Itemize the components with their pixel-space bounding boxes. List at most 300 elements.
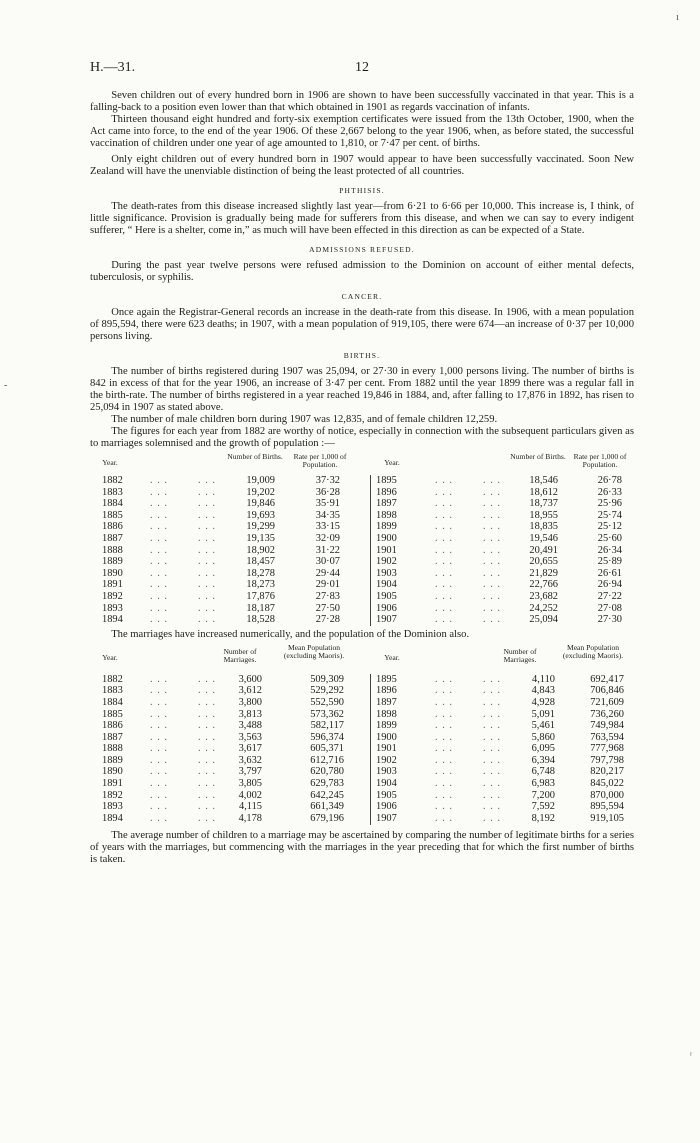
row-rate: 27·50 xyxy=(315,602,340,614)
leader-dots: . . . xyxy=(435,521,453,533)
leader-dots: . . . xyxy=(150,754,168,766)
leader-dots: . . . xyxy=(435,766,453,778)
row-rate: 26·78 xyxy=(597,475,622,486)
table-row xyxy=(90,674,634,686)
row-population: 573,362 xyxy=(310,708,344,720)
row-number: 18,546 xyxy=(529,475,558,486)
row-rate: 27·30 xyxy=(597,614,622,626)
row-number: 3,563 xyxy=(238,731,262,743)
leader-dots: . . . xyxy=(198,731,216,743)
row-year: 1899 xyxy=(376,720,397,732)
row-year: 1901 xyxy=(376,544,397,556)
row-year: 1882 xyxy=(102,673,123,685)
row-population: 509,309 xyxy=(310,673,344,685)
row-number: 19,546 xyxy=(529,532,558,544)
row-number: 17,876 xyxy=(246,590,275,602)
row-year: 1903 xyxy=(376,567,397,579)
leader-dots: . . . xyxy=(150,567,168,579)
row-rate: 27·08 xyxy=(597,602,622,614)
row-population: 582,117 xyxy=(310,720,344,732)
leader-dots: . . . xyxy=(198,486,216,498)
births-table xyxy=(90,453,634,626)
leader-dots: . . . xyxy=(483,812,501,824)
row-rate: 35·91 xyxy=(315,498,340,510)
leader-dots: . . . xyxy=(483,685,501,697)
row-population: 870,000 xyxy=(590,789,624,801)
births-header-number-right: Number of Births. xyxy=(510,452,566,461)
row-year: 1883 xyxy=(102,685,123,697)
row-population: 596,374 xyxy=(310,731,344,743)
row-number: 19,202 xyxy=(246,486,275,498)
row-number: 4,110 xyxy=(532,673,555,685)
leader-dots: . . . xyxy=(150,708,168,720)
table-row xyxy=(90,498,634,510)
row-year: 1896 xyxy=(376,685,397,697)
row-year: 1891 xyxy=(102,579,123,591)
table-row xyxy=(90,720,634,732)
leader-dots: . . . xyxy=(198,673,216,685)
leader-dots: . . . xyxy=(150,673,168,685)
leader-dots: . . . xyxy=(198,789,216,801)
leader-dots: . . . xyxy=(435,498,453,510)
row-rate: 29·01 xyxy=(315,579,340,591)
row-number: 3,612 xyxy=(238,685,262,697)
leader-dots: . . . xyxy=(483,720,501,732)
table-row xyxy=(90,487,634,499)
row-year: 1907 xyxy=(376,614,397,626)
paper-reference: H.—31. xyxy=(90,60,136,75)
leader-dots: . . . xyxy=(483,789,501,801)
leader-dots: . . . xyxy=(435,789,453,801)
row-population: 552,590 xyxy=(310,696,344,708)
table-row xyxy=(90,766,634,778)
row-year: 1882 xyxy=(102,475,123,486)
row-rate: 25·60 xyxy=(597,532,622,544)
table-row xyxy=(90,510,634,522)
row-rate: 25·12 xyxy=(597,521,622,533)
row-number: 7,200 xyxy=(531,789,555,801)
table-row xyxy=(90,579,634,591)
leader-dots: . . . xyxy=(198,509,216,521)
leader-dots: . . . xyxy=(483,544,501,556)
row-rate: 27·22 xyxy=(597,590,622,602)
row-population: 661,349 xyxy=(310,801,344,813)
row-year: 1894 xyxy=(102,614,123,626)
heading-cancer: CANCER. xyxy=(341,292,383,301)
births-table-body xyxy=(90,475,634,626)
row-population: 919,105 xyxy=(590,812,624,824)
row-year: 1887 xyxy=(102,731,123,743)
row-number: 20,655 xyxy=(529,556,558,568)
row-year: 1906 xyxy=(376,801,397,813)
row-number: 23,682 xyxy=(529,590,558,602)
leader-dots: . . . xyxy=(150,579,168,591)
row-number: 4,115 xyxy=(239,801,262,813)
leader-dots: . . . xyxy=(435,778,453,790)
paragraph-vaccination-1906: Seven children out of every hundred born in 1906 are shown to have been successfully vaccinated in that year. This is a falling-back to a position even lower than that which obtained in 1901 as regards vaccination of infants. xyxy=(90,90,634,113)
row-population: 612,716 xyxy=(310,754,344,766)
row-year: 1884 xyxy=(102,696,123,708)
row-year: 1902 xyxy=(376,754,397,766)
row-number: 6,095 xyxy=(531,743,555,755)
leader-dots: . . . xyxy=(150,789,168,801)
leader-dots: . . . xyxy=(483,708,501,720)
paragraph-marriages-intro: The marriages have increased numerically, and the population of the Dominion also. xyxy=(111,628,470,640)
leader-dots: . . . xyxy=(435,602,453,614)
page-header xyxy=(90,60,630,78)
row-number: 4,843 xyxy=(531,685,555,697)
row-year: 1884 xyxy=(102,498,123,510)
row-year: 1897 xyxy=(376,696,397,708)
births-header-number-left: Number of Births. xyxy=(227,452,283,461)
leader-dots: . . . xyxy=(150,509,168,521)
leader-dots: . . . xyxy=(435,812,453,824)
row-population: 605,371 xyxy=(310,743,344,755)
table-row xyxy=(90,732,634,744)
row-year: 1888 xyxy=(102,544,123,556)
leader-dots: . . . xyxy=(198,720,216,732)
marriages-header-year-left: Year. xyxy=(102,652,118,662)
row-number: 21,829 xyxy=(529,567,558,579)
leader-dots: . . . xyxy=(198,556,216,568)
leader-dots: . . . xyxy=(435,685,453,697)
row-number: 18,187 xyxy=(246,602,275,614)
row-year: 1888 xyxy=(102,743,123,755)
row-number: 18,457 xyxy=(246,556,275,568)
leader-dots: . . . xyxy=(198,544,216,556)
leader-dots: . . . xyxy=(198,801,216,813)
row-number: 18,528 xyxy=(246,614,275,626)
leader-dots: . . . xyxy=(150,778,168,790)
row-number: 7,592 xyxy=(531,801,555,813)
table-row xyxy=(90,545,634,557)
row-year: 1904 xyxy=(376,579,397,591)
row-number: 8,192 xyxy=(531,812,555,824)
leader-dots: . . . xyxy=(483,532,501,544)
row-year: 1890 xyxy=(102,766,123,778)
paragraph-exemption-certificates: Thirteen thousand eight hundred and forty-six exemption certificates were issued from the 13th October, 1900, when the Act came into force, to the end of the year 1906. Of these 2,667 belong to the year 1906, when, as before stated, the successful vaccination of children under one year of age amounted to 1,810, or 7·47 per cent. of births. xyxy=(90,114,634,149)
leader-dots: . . . xyxy=(435,544,453,556)
row-year: 1890 xyxy=(102,567,123,579)
row-year: 1904 xyxy=(376,778,397,790)
heading-phthisis: PHTHISIS. xyxy=(339,186,385,195)
leader-dots: . . . xyxy=(435,696,453,708)
row-population: 749,984 xyxy=(590,720,624,732)
leader-dots: . . . xyxy=(435,708,453,720)
paragraph-cancer: Once again the Registrar-General records an increase in the death-rate from this disease. In 1906, with a mean population of 895,594, there were 623 deaths; in 1907, with a mean population of 919,105, there were 674—an increase of 0·37 per 10,000 persons living. xyxy=(90,307,634,342)
leader-dots: . . . xyxy=(198,754,216,766)
row-year: 1899 xyxy=(376,521,397,533)
row-year: 1886 xyxy=(102,720,123,732)
row-rate: 32·09 xyxy=(315,532,340,544)
leader-dots: . . . xyxy=(198,708,216,720)
row-number: 3,797 xyxy=(238,766,262,778)
leader-dots: . . . xyxy=(150,498,168,510)
leader-dots: . . . xyxy=(483,486,501,498)
row-rate: 36·28 xyxy=(315,486,340,498)
row-population: 797,798 xyxy=(590,754,624,766)
row-year: 1893 xyxy=(102,801,123,813)
row-number: 22,766 xyxy=(529,579,558,591)
row-year: 1889 xyxy=(102,754,123,766)
row-number: 3,617 xyxy=(238,743,262,755)
row-rate: 26·33 xyxy=(597,486,622,498)
leader-dots: . . . xyxy=(483,614,501,626)
leader-dots: . . . xyxy=(483,498,501,510)
page-body xyxy=(90,90,634,866)
row-number: 19,846 xyxy=(246,498,275,510)
row-number: 4,002 xyxy=(238,789,262,801)
leader-dots: . . . xyxy=(435,556,453,568)
row-number: 4,928 xyxy=(531,696,555,708)
row-year: 1903 xyxy=(376,766,397,778)
row-number: 5,091 xyxy=(531,708,555,720)
leader-dots: . . . xyxy=(483,778,501,790)
row-population: 706,846 xyxy=(590,685,624,697)
leader-dots: . . . xyxy=(198,475,216,486)
row-population: 777,968 xyxy=(590,743,624,755)
table-row xyxy=(90,556,634,568)
leader-dots: . . . xyxy=(198,778,216,790)
row-number: 19,135 xyxy=(246,532,275,544)
row-population: 679,196 xyxy=(310,812,344,824)
leader-dots: . . . xyxy=(483,509,501,521)
paragraph-births-by-sex: The number of male children born during 1907 was 12,835, and of female children 12,259. xyxy=(111,414,498,425)
row-number: 6,983 xyxy=(531,778,555,790)
scan-mark: - xyxy=(4,380,8,391)
row-year: 1902 xyxy=(376,556,397,568)
leader-dots: . . . xyxy=(435,801,453,813)
births-header-rate-left: Rate per 1,000 of Population. xyxy=(293,452,347,469)
row-rate: 26·61 xyxy=(597,567,622,579)
row-population: 620,780 xyxy=(310,766,344,778)
table-row xyxy=(90,533,634,545)
row-rate: 26·34 xyxy=(597,544,622,556)
row-rate: 27·83 xyxy=(315,590,340,602)
leader-dots: . . . xyxy=(483,743,501,755)
row-year: 1886 xyxy=(102,521,123,533)
leader-dots: . . . xyxy=(198,766,216,778)
row-number: 6,394 xyxy=(531,754,555,766)
row-number: 20,491 xyxy=(529,544,558,556)
row-number: 18,902 xyxy=(246,544,275,556)
row-rate: 33·15 xyxy=(315,521,340,533)
table-row xyxy=(90,790,634,802)
row-population: 845,022 xyxy=(590,778,624,790)
leader-dots: . . . xyxy=(483,673,501,685)
table-row xyxy=(90,614,634,626)
row-population: 529,292 xyxy=(310,685,344,697)
heading-births: BIRTHS. xyxy=(343,351,381,360)
row-year: 1893 xyxy=(102,602,123,614)
row-rate: 29·44 xyxy=(315,567,340,579)
row-number: 3,813 xyxy=(238,708,262,720)
table-row xyxy=(90,697,634,709)
row-number: 18,737 xyxy=(529,498,558,510)
leader-dots: . . . xyxy=(150,766,168,778)
leader-dots: . . . xyxy=(435,673,453,685)
row-number: 3,800 xyxy=(238,696,262,708)
leader-dots: . . . xyxy=(435,509,453,521)
marriages-header-number-right: Number of Marriages. xyxy=(503,646,537,664)
row-year: 1907 xyxy=(376,812,397,824)
leader-dots: . . . xyxy=(150,696,168,708)
row-number: 25,094 xyxy=(529,614,558,626)
leader-dots: . . . xyxy=(150,801,168,813)
row-population: 820,217 xyxy=(590,766,624,778)
leader-dots: . . . xyxy=(483,731,501,743)
leader-dots: . . . xyxy=(483,579,501,591)
leader-dots: . . . xyxy=(435,754,453,766)
row-year: 1905 xyxy=(376,590,397,602)
row-number: 19,693 xyxy=(246,509,275,521)
leader-dots: . . . xyxy=(483,801,501,813)
table-row xyxy=(90,521,634,533)
leader-dots: . . . xyxy=(150,812,168,824)
leader-dots: . . . xyxy=(435,579,453,591)
row-year: 1900 xyxy=(376,731,397,743)
table-row xyxy=(90,813,634,825)
table-row xyxy=(90,743,634,755)
row-year: 1891 xyxy=(102,778,123,790)
leader-dots: . . . xyxy=(198,743,216,755)
row-population: 642,245 xyxy=(310,789,344,801)
leader-dots: . . . xyxy=(435,731,453,743)
table-row xyxy=(90,603,634,615)
leader-dots: . . . xyxy=(198,521,216,533)
row-number: 3,488 xyxy=(238,720,262,732)
table-row xyxy=(90,755,634,767)
leader-dots: . . . xyxy=(150,685,168,697)
paragraph-births-registered: The number of births registered during 1907 was 25,094, or 27·30 in every 1,000 persons living. The number of births is 842 in excess of that for the year 1906, an increase of 3·47 per cent. From 1882 until the year 1899 there was a regular fall in the birth-rate. The number of births registered in a year reached 19,846 in 1884, and, after falling to 17,876 in 1892, has risen to 25,094 in 1907 as stated above. xyxy=(90,366,634,413)
row-number: 3,805 xyxy=(238,778,262,790)
row-population: 629,783 xyxy=(310,778,344,790)
births-header-year-left: Year. xyxy=(102,458,118,467)
heading-admissions-refused: ADMISSIONS REFUSED. xyxy=(309,245,415,254)
row-rate: 30·07 xyxy=(315,556,340,568)
row-number: 5,461 xyxy=(531,720,555,732)
row-year: 1896 xyxy=(376,486,397,498)
row-year: 1895 xyxy=(376,673,397,685)
paragraph-phthisis: The death-rates from this disease increased slightly last year—from 6·21 to 6·66 per 10,000. This increase is, I think, of little significance. Provision is gradually being made for sufferers from this disease, and when we can say to every indigent sufferer, “ Here is a shelter, come in,” as much will have been effected in this direction as can be expected of a State. xyxy=(90,201,634,236)
row-population: 736,260 xyxy=(590,708,624,720)
leader-dots: . . . xyxy=(483,590,501,602)
leader-dots: . . . xyxy=(150,720,168,732)
leader-dots: . . . xyxy=(150,486,168,498)
marriages-table-body xyxy=(90,674,634,825)
row-year: 1883 xyxy=(102,486,123,498)
paragraph-admissions-refused: During the past year twelve persons were refused admission to the Dominion on account of either mental defects, tuberculosis, or syphilis. xyxy=(90,260,634,283)
page-number: 12 xyxy=(355,60,369,75)
row-rate: 31·22 xyxy=(315,544,340,556)
leader-dots: . . . xyxy=(198,498,216,510)
leader-dots: . . . xyxy=(435,567,453,579)
leader-dots: . . . xyxy=(198,685,216,697)
row-number: 6,748 xyxy=(531,766,555,778)
births-table-header xyxy=(90,453,634,475)
leader-dots: . . . xyxy=(435,486,453,498)
row-population: 895,594 xyxy=(590,801,624,813)
marriages-header-number-left: Number of Marriages. xyxy=(223,646,257,664)
row-rate: 34·35 xyxy=(315,509,340,521)
row-number: 4,178 xyxy=(238,812,262,824)
leader-dots: . . . xyxy=(483,567,501,579)
leader-dots: . . . xyxy=(150,544,168,556)
leader-dots: . . . xyxy=(483,521,501,533)
leader-dots: . . . xyxy=(435,590,453,602)
scan-mark: ʳ xyxy=(690,1050,693,1061)
row-year: 1887 xyxy=(102,532,123,544)
row-year: 1897 xyxy=(376,498,397,510)
table-row xyxy=(90,685,634,697)
leader-dots: . . . xyxy=(483,556,501,568)
marriages-header-population-left: Mean Population (excluding Maoris). xyxy=(283,642,345,660)
row-year: 1885 xyxy=(102,708,123,720)
leader-dots: . . . xyxy=(150,556,168,568)
row-year: 1895 xyxy=(376,475,397,486)
leader-dots: . . . xyxy=(198,812,216,824)
row-year: 1898 xyxy=(376,708,397,720)
marriages-table xyxy=(90,644,634,825)
row-rate: 26·94 xyxy=(597,579,622,591)
table-row xyxy=(90,475,634,487)
table-row xyxy=(90,801,634,813)
leader-dots: . . . xyxy=(435,720,453,732)
leader-dots: . . . xyxy=(150,731,168,743)
leader-dots: . . . xyxy=(198,567,216,579)
leader-dots: . . . xyxy=(483,696,501,708)
scan-mark: ı xyxy=(676,12,679,23)
row-number: 18,612 xyxy=(529,486,558,498)
row-population: 692,417 xyxy=(590,673,624,685)
row-year: 1894 xyxy=(102,812,123,824)
row-number: 5,860 xyxy=(531,731,555,743)
leader-dots: . . . xyxy=(150,475,168,486)
births-header-rate-right: Rate per 1,000 of Population. xyxy=(573,452,627,469)
row-number: 18,835 xyxy=(529,521,558,533)
leader-dots: . . . xyxy=(435,475,453,486)
leader-dots: . . . xyxy=(150,743,168,755)
leader-dots: . . . xyxy=(198,696,216,708)
row-number: 18,278 xyxy=(246,567,275,579)
leader-dots: . . . xyxy=(483,754,501,766)
leader-dots: . . . xyxy=(435,743,453,755)
leader-dots: . . . xyxy=(435,614,453,626)
row-year: 1885 xyxy=(102,509,123,521)
leader-dots: . . . xyxy=(150,521,168,533)
row-number: 3,632 xyxy=(238,754,262,766)
row-rate: 25·96 xyxy=(597,498,622,510)
row-number: 19,009 xyxy=(246,475,275,486)
table-row xyxy=(90,709,634,721)
leader-dots: . . . xyxy=(150,602,168,614)
row-year: 1905 xyxy=(376,789,397,801)
table-row xyxy=(90,778,634,790)
row-population: 721,609 xyxy=(590,696,624,708)
marriages-table-header xyxy=(90,644,634,674)
leader-dots: . . . xyxy=(483,475,501,486)
marriages-header-year-right: Year. xyxy=(384,652,400,662)
row-number: 19,299 xyxy=(246,521,275,533)
row-rate: 25·74 xyxy=(597,509,622,521)
table-row xyxy=(90,568,634,580)
row-number: 24,252 xyxy=(529,602,558,614)
leader-dots: . . . xyxy=(198,532,216,544)
leader-dots: . . . xyxy=(150,590,168,602)
leader-dots: . . . xyxy=(198,614,216,626)
leader-dots: . . . xyxy=(483,602,501,614)
row-year: 1892 xyxy=(102,590,123,602)
